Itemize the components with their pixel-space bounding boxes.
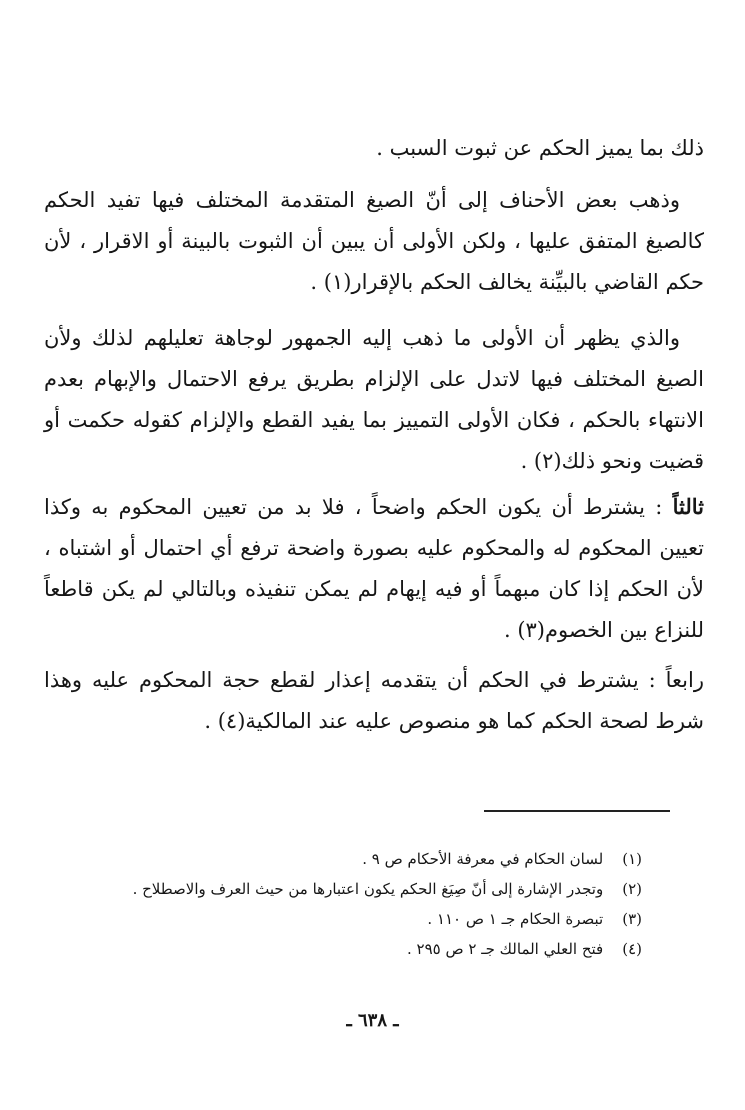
- footnote-3-text: تبصرة الحكام جـ ١ ص ١١٠ .: [427, 910, 604, 928]
- paragraph-3: [44, 318, 704, 482]
- footnote-2-text: وتجدر الإشارة إلى أنّ صِيَغ الحكم يكون اعتبارها من حيث العرف والاصطلاح .: [132, 880, 604, 898]
- footnote-4: [100, 934, 642, 964]
- footnote-4-text: فتح العلي المالك جـ ٢ ص ٢٩٥ .: [407, 940, 604, 958]
- footnote-3-number: (٣): [622, 910, 642, 928]
- footnote-1-number: (١): [622, 850, 642, 868]
- paragraph-5: [44, 660, 704, 742]
- paragraph-4-text: : يشترط أن يكون الحكم واضحاً ، فلا بد من تعيين المحكوم به وكذا تعيين المحكوم له والمحكوم عليه بصورة واضحة ترفع أي احتمال أو اشتباه ، لأن الحكم إذا كان مبهماً أو فيه إيهام لم يمكن تنفيذه وبالتالي لم يكن قاطعاً للنزاع بين الخصوم(٣) .: [44, 495, 704, 642]
- paragraph-5-text: : يشترط في الحكم أن يتقدمه إعذار لقطع حجة المحكوم عليه وهذا شرط لصحة الحكم كما هو منصوص عليه عند المالكية(٤) .: [44, 668, 704, 733]
- page-number: ـ ٦٣٨ ـ: [346, 1010, 399, 1031]
- footnote-4-number: (٤): [622, 940, 642, 958]
- paragraph-2: [44, 180, 704, 303]
- paragraph-3-text: والذي يظهر أن الأولى ما ذهب إليه الجمهور لوجاهة تعليلهم لذلك ولأن الصيغ المختلف فيها لاتدل على الإلزام بطريق يرفع الاحتمال والإبهام بعدم الانتهاء بالحكم ، فكان الأولى التمييز بما يفيد القطع والإلزام كقوله حكمت أو قضيت ونحو ذلك(٢) .: [44, 326, 704, 473]
- footnote-1-text: لسان الحكام في معرفة الأحكام ص ٩ .: [362, 850, 604, 868]
- footnote-separator: [484, 810, 670, 812]
- footnotes-list: [100, 844, 642, 964]
- footnote-2: [100, 874, 642, 904]
- footnote-2-number: (٢): [622, 880, 642, 898]
- paragraph-5-lead: رابعاً: [665, 668, 704, 692]
- footnote-3: [100, 904, 642, 934]
- paragraph-1: [44, 128, 704, 169]
- paragraph-1-text: ذلك بما يميز الحكم عن ثبوت السبب .: [376, 136, 704, 160]
- paragraph-2-text: وذهب بعض الأحناف إلى أنّ الصيغ المتقدمة المختلف فيها تفيد الحكم كالصيغ المتفق عليها ، ولكن الأولى أن يبين أن الثبوت بالبينة أو الاقرار ، لأن حكم القاضي بالبيِّنة يخالف الحكم بالإقرار(١) .: [44, 188, 704, 294]
- paragraph-4: [44, 486, 704, 651]
- footnote-1: [100, 844, 642, 874]
- paragraph-4-lead: ثالثاً: [672, 494, 704, 519]
